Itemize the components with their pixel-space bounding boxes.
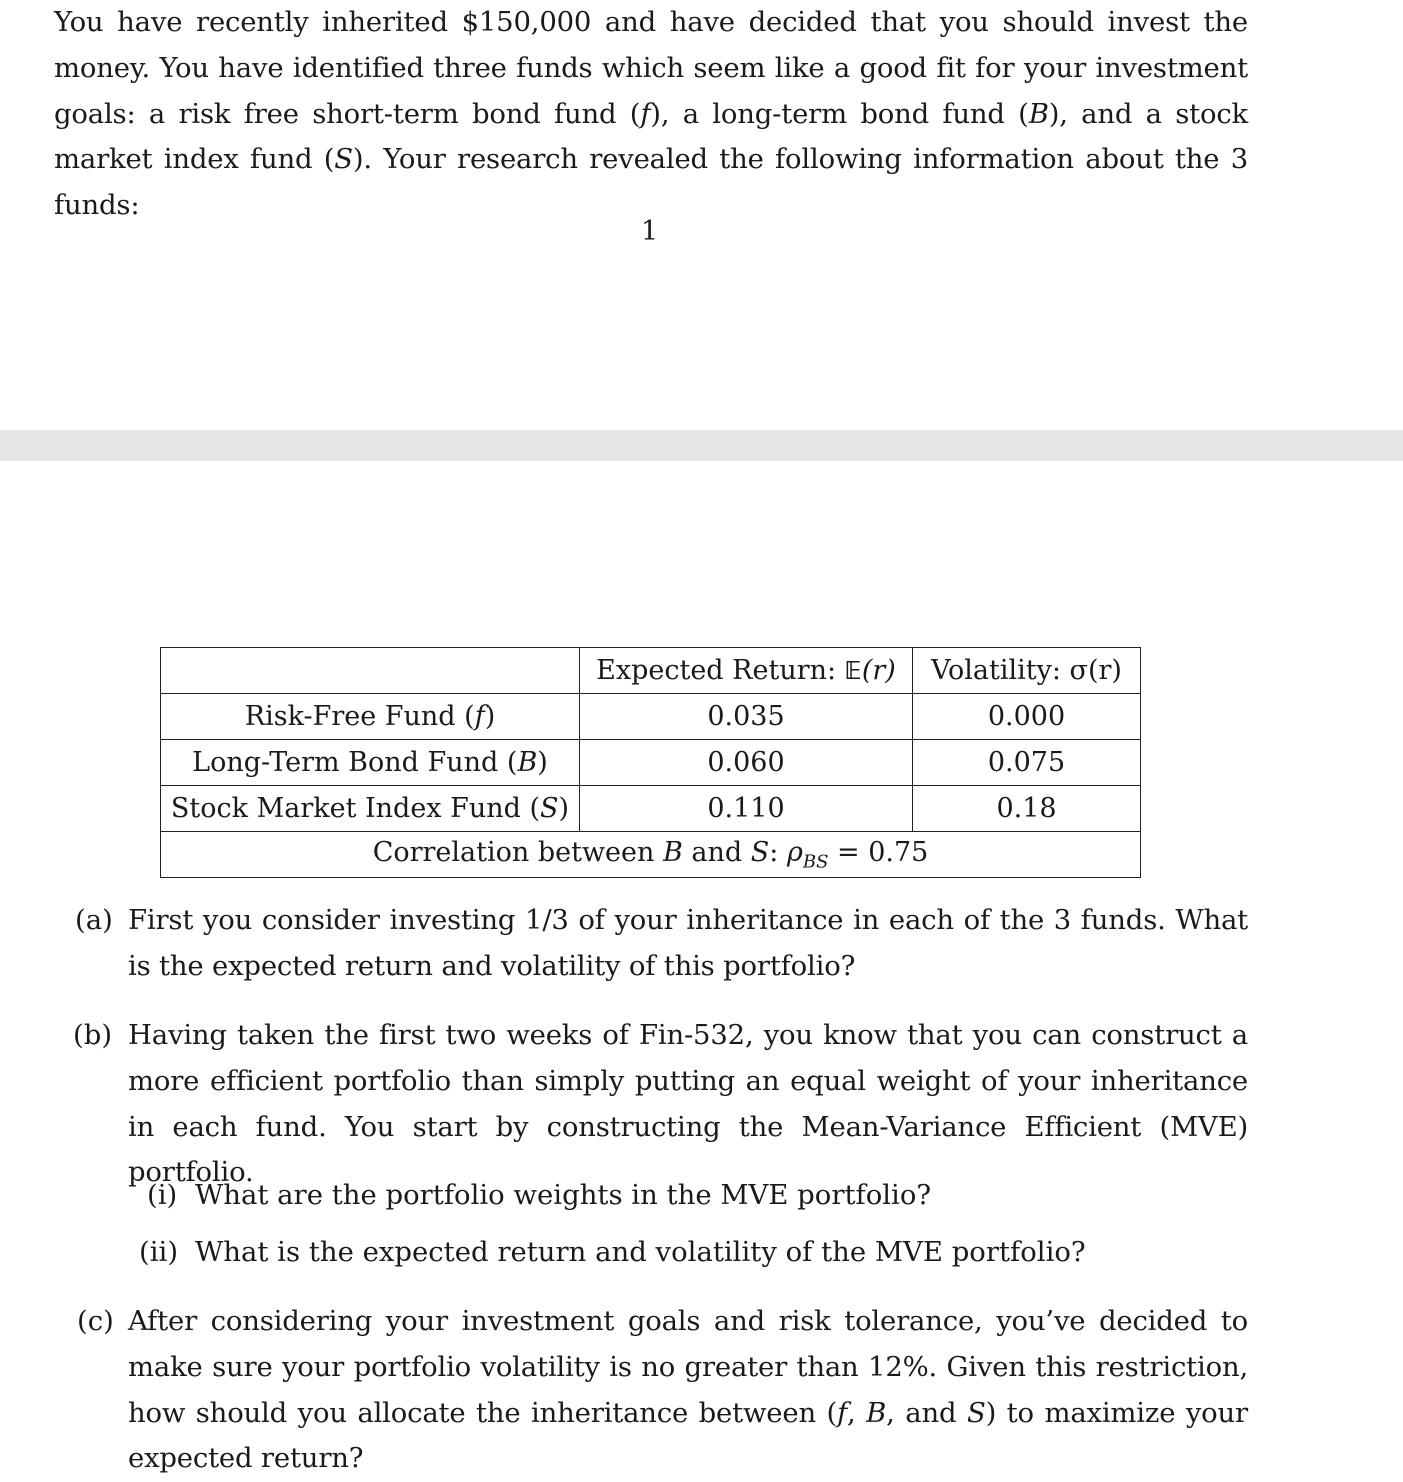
table-header-empty [161,648,580,694]
var-f: f [837,1396,848,1429]
intro-text: free short-term bond fund ( [243,97,641,130]
var-B: B [866,1396,887,1429]
rho-symbol [786,836,829,873]
correlation-row [161,832,1141,878]
intro-text: ), a long-term bond fund ( [650,97,1029,130]
table-row [161,786,1141,832]
intro-paragraph [54,0,1248,229]
corr-var-B: B [663,836,683,868]
page-separator [0,430,1403,461]
fund-volatility: 0.000 [913,694,1141,740]
fund-name-text: ) [537,747,548,778]
question-b-text: Having taken the first two weeks of Fin-532, you know that you can construct a more efficient portfolio than simply putting an equal weight of your inheritance in each fund. You start by constructing the Mean-Variance Efficient (MVE) portfolio. [128,1019,1248,1189]
question-c-label: (c) [77,1305,114,1337]
table-header-row [161,648,1141,694]
table-row [161,694,1141,740]
question-a-label: (a) [75,904,113,936]
question-c-text [128,1299,1248,1482]
fund-return: 0.035 [580,694,913,740]
rho-char: ρ [786,836,803,868]
question-c-part: , and [886,1396,967,1429]
question-b-label: (b) [73,1019,113,1051]
fund-volatility: 0.18 [913,786,1141,832]
fund-name-text: Long-Term Bond Fund ( [192,747,518,778]
intro-line-2: You have identified three funds which seem like a good fit for your investment goals: a risk [54,51,1248,130]
fund-name [161,740,580,786]
fund-name [161,694,580,740]
intro-text: ), and a stock market index fund [54,97,1248,176]
page-number: 1 [641,216,659,247]
fund-volatility: 0.075 [913,740,1141,786]
header-text: Expected Return: [596,655,845,686]
table-header-volatility [913,648,1141,694]
question-c-part: ) to maximize your expected return? [128,1396,1248,1475]
fund-return: 0.060 [580,740,913,786]
corr-text: Correlation between [372,836,663,868]
fund-var: B [517,747,538,778]
var-S: S [334,143,353,176]
fund-name-text: Stock Market Index Fund ( [170,793,541,824]
var-f: f [640,97,651,130]
page-one-bottom [0,0,1403,430]
intro-text: ). Your research revealed the following information about the 3 funds: [54,143,1248,222]
var-S: S [966,1396,986,1429]
fund-name-text: ) [484,701,496,732]
corr-text: : [769,836,787,868]
corr-value: = 0.75 [828,836,929,868]
fund-var: S [540,793,559,824]
intro-text: ( [323,143,335,176]
header-text: Volatility: σ(r) [931,655,1122,686]
fund-name-text: ) [558,793,570,824]
rho-subscript: BS [802,851,829,873]
intro-line-1: You have recently inherited $150,000 and have decided that you should invest the money. [54,6,1248,84]
question-b-ii-text: What is the expected return and volatility of the MVE portfolio? [195,1236,1086,1268]
fund-table [160,647,1141,878]
expectation-symbol: 𝔼 [844,656,862,685]
corr-var-S: S [750,836,770,868]
question-b-i-label: (i) [147,1179,178,1211]
table-row [161,740,1141,786]
correlation-cell [161,832,1141,878]
question-b-i-text: What are the portfolio weights in the MVE portfolio? [195,1179,932,1211]
header-arg: (r) [861,655,896,686]
var-B: B [1028,97,1049,130]
question-b-ii-label: (ii) [139,1236,179,1268]
table-header-return [580,648,913,694]
fund-name-text: Risk-Free Fund ( [244,701,475,732]
question-a-text: First you consider investing 1/3 of your inheritance in each of the 3 funds. What is the expected return and volatility of this portfolio? [128,904,1248,982]
corr-text: and [682,836,751,868]
fund-var: f [474,701,485,732]
fund-return: 0.110 [580,786,913,832]
question-c-part: , [847,1396,867,1429]
fund-name [161,786,580,832]
question-c-part: After considering your investment goals and risk tolerance, you’ve decided to make sure your portfolio volatility is no greater than 12%. Given this restriction, how should you allocate the inheritance between ( [128,1305,1248,1429]
